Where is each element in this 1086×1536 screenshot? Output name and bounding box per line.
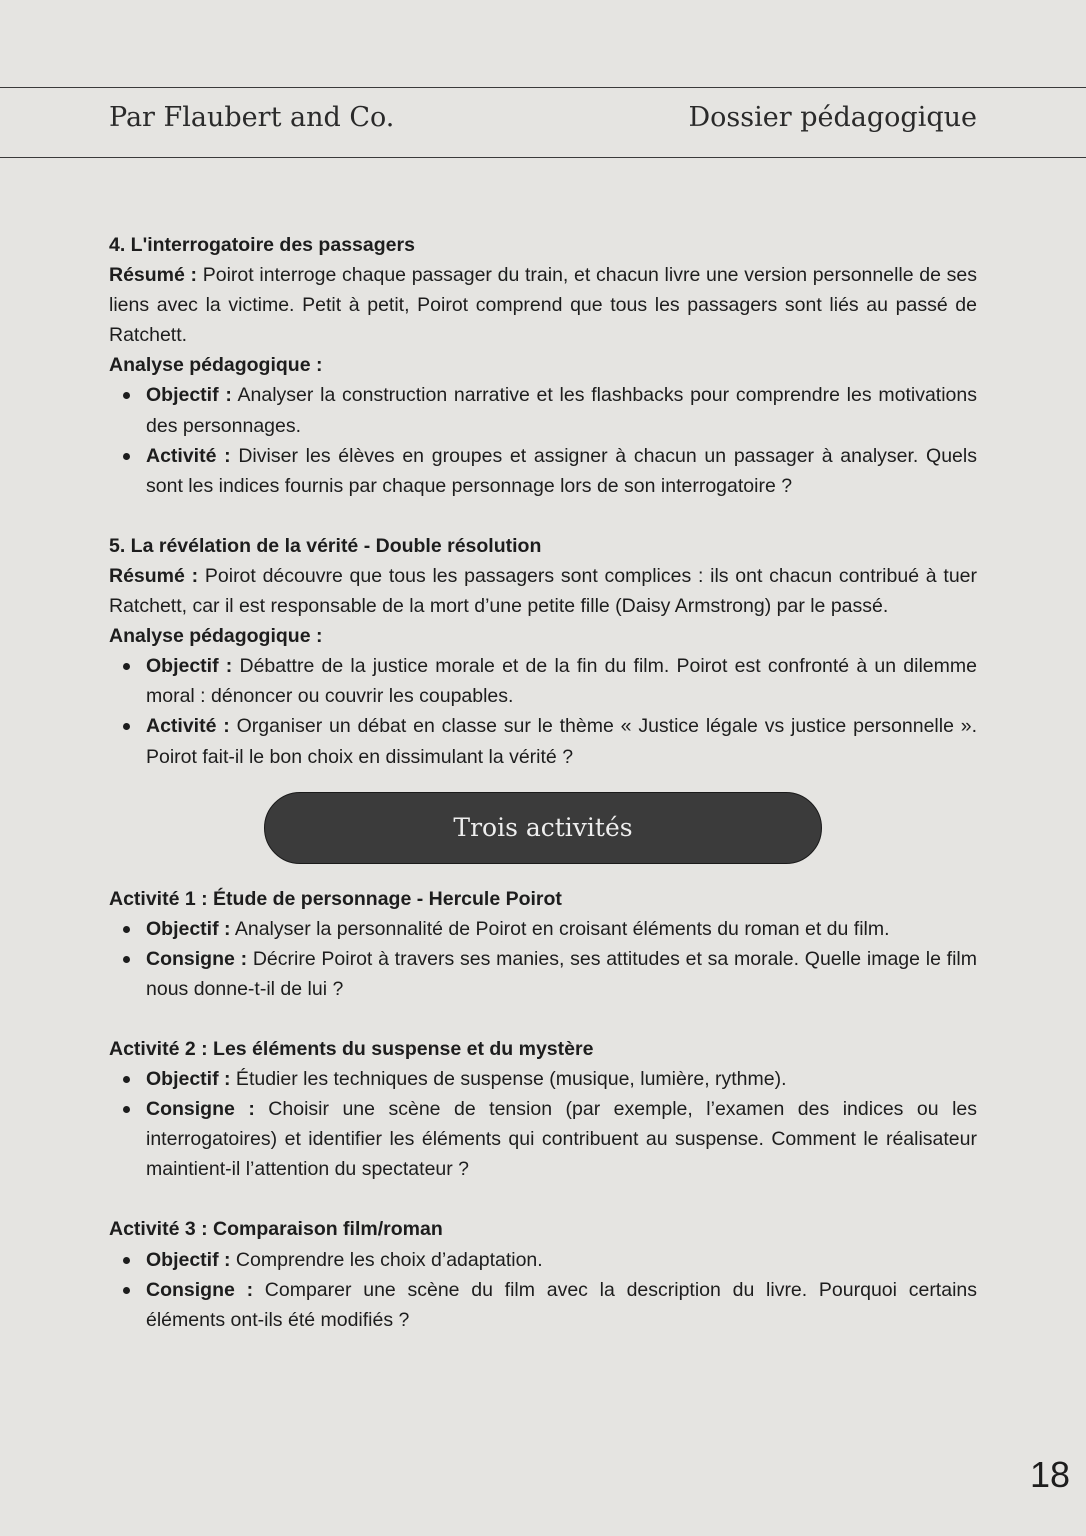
activity-2-list — [109, 1064, 977, 1184]
page-content — [109, 230, 977, 1335]
section-5-list — [109, 651, 977, 771]
list-item — [146, 1245, 977, 1275]
list-item — [146, 711, 977, 771]
consigne-text: Choisir une scène de tension (par exemple, l’examen des indices ou les interrogatoires) et identifier les éléments qui contribuent au suspense. Comment le réalisateur maintient-il l’attention du spectateur ? — [146, 1098, 977, 1181]
activity-1-list — [109, 914, 977, 1004]
section-4-list — [109, 380, 977, 500]
objectif-label: Objectif : — [146, 384, 232, 407]
section-4-analyse-heading: Analyse pédagogique : — [109, 354, 323, 377]
list-item — [146, 441, 977, 501]
objectif-label: Objectif : — [146, 917, 231, 940]
activities-banner — [264, 792, 822, 864]
activity-1 — [109, 884, 977, 1004]
activite-label: Activité : — [146, 444, 231, 467]
activity-3-list — [109, 1245, 977, 1335]
consigne-text: Décrire Poirot à travers ses manies, ses attitudes et sa morale. Quelle image le film nous donne-t-il de lui ? — [146, 947, 977, 1000]
activity-1-title: Activité 1 : Étude de personnage - Hercule Poirot — [109, 887, 562, 910]
activity-2-title: Activité 2 : Les éléments du suspense et du mystère — [109, 1037, 594, 1060]
section-5 — [109, 531, 977, 772]
objectif-text: Analyser la personnalité de Poirot en croisant éléments du roman et du film. — [230, 917, 890, 940]
list-item — [146, 1064, 977, 1094]
objectif-text: Analyser la construction narrative et les flashbacks pour comprendre les motivations des personnages. — [146, 384, 977, 437]
list-item — [146, 651, 977, 711]
objectif-label: Objectif : — [146, 655, 233, 678]
objectif-text: Étudier les techniques de suspense (musique, lumière, rythme). — [230, 1068, 787, 1091]
section-5-analyse-heading: Analyse pédagogique : — [109, 625, 323, 648]
section-5-resume — [109, 561, 977, 621]
list-item — [146, 1094, 977, 1184]
section-4 — [109, 230, 977, 501]
header-author: Par Flaubert and Co. — [109, 102, 395, 133]
list-item — [146, 380, 977, 440]
list-item — [146, 1275, 977, 1335]
objectif-text: Débattre de la justice morale et de la fin du film. Poirot est confronté à un dilemme moral : dénoncer ou couvrir les coupables. — [146, 655, 977, 708]
consigne-label: Consigne : — [146, 1278, 254, 1301]
objectif-label: Objectif : — [146, 1248, 231, 1271]
section-5-title: 5. La révélation de la vérité - Double résolution — [109, 534, 542, 557]
consigne-label: Consigne : — [146, 1098, 255, 1121]
objectif-text: Comprendre les choix d’adaptation. — [230, 1248, 543, 1271]
page-number: 18 — [1029, 1454, 1070, 1495]
activity-3 — [109, 1214, 977, 1334]
activity-3-title: Activité 3 : Comparaison film/roman — [109, 1218, 443, 1241]
resume-text: Poirot découvre que tous les passagers sont complices : ils ont chacun contribué à tuer Ratchett, car il est responsable de la mort d’une petite fille (Daisy Armstrong) par le passé. — [109, 564, 977, 618]
activities-banner-label: Trois activités — [453, 812, 633, 842]
activite-text: Organiser un débat en classe sur le thème « Justice légale vs justice personnelle ». Poirot fait-il le bon choix en dissimulant la vérité ? — [146, 715, 978, 768]
objectif-label: Objectif : — [146, 1068, 231, 1091]
list-item — [146, 944, 977, 1004]
list-item — [146, 914, 977, 944]
section-4-resume — [109, 260, 977, 350]
activite-text: Diviser les élèves en groupes et assigner à chacun un passager à analyser. Quels sont les indices fournis par chaque personnage lors de son interrogatoire ? — [146, 444, 977, 497]
activite-label: Activité : — [146, 715, 230, 738]
resume-label: Résumé : — [109, 564, 199, 587]
activity-2 — [109, 1034, 977, 1184]
consigne-text: Comparer une scène du film avec la description du livre. Pourquoi certains éléments ont-ils été modifiés ? — [146, 1278, 977, 1331]
resume-label: Résumé : — [109, 264, 198, 287]
page-header — [0, 87, 1086, 158]
consigne-label: Consigne : — [146, 947, 248, 970]
header-doc-title: Dossier pédagogique — [688, 102, 977, 133]
section-4-title: 4. L'interrogatoire des passagers — [109, 234, 415, 256]
resume-text: Poirot interroge chaque passager du train, et chacun livre une version personnelle de ses liens avec la victime. Petit à petit, Poirot comprend que tous les passagers sont liés au passé de Ratchett. — [109, 264, 978, 347]
